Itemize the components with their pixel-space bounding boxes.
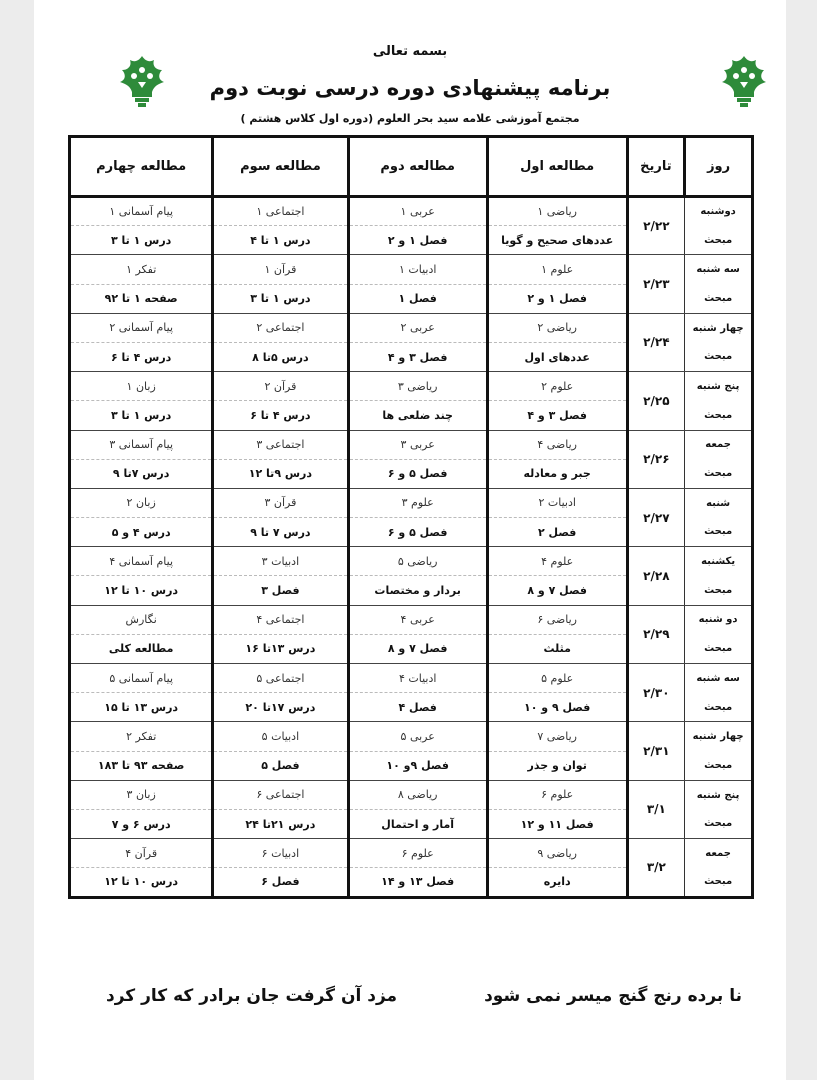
topic-detail-cell: فصل ۳ و ۴ — [348, 342, 487, 371]
subject-cell: اجتماعی ۱ — [213, 197, 348, 226]
date-cell: ۳/۱ — [627, 780, 685, 838]
date-cell: ۲/۲۷ — [627, 488, 685, 546]
topic-label-cell: مبحث — [685, 518, 753, 547]
topic-detail-cell: درس ۵تا ۸ — [213, 342, 348, 371]
topic-detail-cell: درس ۱ تا ۳ — [70, 401, 213, 430]
topic-detail-cell: فصل ۵ — [213, 751, 348, 780]
subject-cell: پیام آسمانی ۴ — [70, 547, 213, 576]
day-cell: پنج شنبه — [685, 372, 753, 401]
topic-detail-cell: عددهای اول — [487, 342, 627, 371]
date-cell: ۲/۲۸ — [627, 547, 685, 605]
topic-detail-cell: فصل ۵ و ۶ — [348, 518, 487, 547]
topic-detail-cell: فصل ۱ و ۲ — [487, 284, 627, 313]
schedule-row-subjects — [70, 372, 753, 401]
table-header-row — [70, 137, 753, 197]
subject-cell: زبان ۱ — [70, 372, 213, 401]
topic-detail-cell: جبر و معادله — [487, 459, 627, 488]
day-cell: دو شنبه — [685, 605, 753, 634]
subject-cell: پیام آسمانی ۵ — [70, 664, 213, 693]
subject-cell: ادبیات ۴ — [348, 664, 487, 693]
subject-cell: عربی ۱ — [348, 197, 487, 226]
subject-cell: ادبیات ۳ — [213, 547, 348, 576]
date-cell: ۲/۲۳ — [627, 255, 685, 313]
day-cell: شنبه — [685, 488, 753, 517]
topic-detail-cell: فصل ۹ و ۱۰ — [487, 693, 627, 722]
document-page — [34, 0, 786, 1080]
topic-label-cell: مبحث — [685, 401, 753, 430]
topic-detail-cell: صفحه ۹۳ تا ۱۸۳ — [70, 751, 213, 780]
topic-detail-cell: فصل ۶ — [213, 868, 348, 897]
topic-detail-cell: فصل ۱ و ۲ — [348, 226, 487, 255]
subject-cell: ریاضی ۵ — [348, 547, 487, 576]
topic-detail-cell: دایره — [487, 868, 627, 897]
topic-label-cell: مبحث — [685, 342, 753, 371]
header-date: تاریخ — [627, 137, 685, 197]
topic-label-cell: مبحث — [685, 693, 753, 722]
basmala-heading: بسمه تعالی — [372, 44, 448, 59]
school-subtitle: مجتمع آموزشی علامه سید بحر العلوم (دوره اول کلاس هشتم ) — [240, 112, 580, 125]
subject-cell: ریاضی ۶ — [487, 605, 627, 634]
topic-detail-cell: درس ۱۳تا ۱۶ — [213, 634, 348, 663]
topic-detail-cell: مثلث — [487, 634, 627, 663]
subject-cell: ریاضی ۹ — [487, 839, 627, 868]
subject-cell: علوم ۴ — [487, 547, 627, 576]
subject-cell: ادبیات ۲ — [487, 488, 627, 517]
schedule-row-subjects — [70, 839, 753, 868]
subject-cell: ادبیات ۱ — [348, 255, 487, 284]
topic-label-cell: مبحث — [685, 284, 753, 313]
schedule-row-subjects — [70, 313, 753, 342]
subject-cell: ریاضی ۱ — [487, 197, 627, 226]
topic-detail-cell: فصل ۴ — [348, 693, 487, 722]
date-cell: ۲/۳۰ — [627, 664, 685, 722]
topic-detail-cell: عددهای صحیح و گویا — [487, 226, 627, 255]
topic-label-cell: مبحث — [685, 634, 753, 663]
schedule-row-subjects — [70, 547, 753, 576]
schedule-row-subjects — [70, 780, 753, 809]
study-schedule-table — [68, 135, 754, 899]
day-cell: پنج شنبه — [685, 780, 753, 809]
proverb-right: نا برده رنج گنج میسر نمی شود — [484, 986, 742, 1006]
subject-cell: اجتماعی ۴ — [213, 605, 348, 634]
date-cell: ۲/۲۵ — [627, 372, 685, 430]
topic-detail-cell: چند ضلعی ها — [348, 401, 487, 430]
subject-cell: قرآن ۱ — [213, 255, 348, 284]
topic-detail-cell: فصل ۱ — [348, 284, 487, 313]
topic-detail-cell: درس ۱ تا ۴ — [213, 226, 348, 255]
topic-detail-cell: مطالعه کلی — [70, 634, 213, 663]
subject-cell: عربی ۳ — [348, 430, 487, 459]
day-cell: سه شنبه — [685, 664, 753, 693]
subject-cell: پیام آسمانی ۱ — [70, 197, 213, 226]
date-cell: ۲/۲۹ — [627, 605, 685, 663]
date-cell: ۳/۲ — [627, 839, 685, 897]
topic-detail-cell: فصل ۳ و ۴ — [487, 401, 627, 430]
proverb-left: مزد آن گرفت جان برادر که کار کرد — [106, 986, 398, 1006]
schedule-row-subjects — [70, 197, 753, 226]
subject-cell: تفکر ۱ — [70, 255, 213, 284]
subject-cell: قرآن ۳ — [213, 488, 348, 517]
topic-detail-cell: درس ۱۰ تا ۱۲ — [70, 576, 213, 605]
subject-cell: ریاضی ۳ — [348, 372, 487, 401]
topic-label-cell: مبحث — [685, 226, 753, 255]
schedule-row-subjects — [70, 664, 753, 693]
topic-detail-cell: صفحه ۱ تا ۹۲ — [70, 284, 213, 313]
day-cell: دوشنبه — [685, 197, 753, 226]
topic-detail-cell: درس ۱ تا ۳ — [213, 284, 348, 313]
subject-cell: قرآن ۴ — [70, 839, 213, 868]
topic-detail-cell: درس ۱۰ تا ۱۲ — [70, 868, 213, 897]
topic-detail-cell: درس ۴ تا ۶ — [213, 401, 348, 430]
header-day: روز — [685, 137, 753, 197]
topic-detail-cell: درس ۱ تا ۳ — [70, 226, 213, 255]
topic-detail-cell: درس ۲۱تا ۲۴ — [213, 809, 348, 838]
topic-detail-cell: درس ۶ و ۷ — [70, 809, 213, 838]
topic-detail-cell: فصل ۱۳ و ۱۴ — [348, 868, 487, 897]
subject-cell: قرآن ۲ — [213, 372, 348, 401]
subject-cell: ریاضی ۸ — [348, 780, 487, 809]
subject-cell: علوم ۳ — [348, 488, 487, 517]
subject-cell: اجتماعی ۳ — [213, 430, 348, 459]
subject-cell: عربی ۵ — [348, 722, 487, 751]
day-cell: جمعه — [685, 430, 753, 459]
day-cell: چهار شنبه — [685, 313, 753, 342]
topic-label-cell: مبحث — [685, 459, 753, 488]
subject-cell: علوم ۶ — [487, 780, 627, 809]
topic-detail-cell: درس ۱۷تا ۲۰ — [213, 693, 348, 722]
subject-cell: ریاضی ۴ — [487, 430, 627, 459]
header-study-3: مطالعه سوم — [213, 137, 348, 197]
page-title: برنامه پیشنهادی دوره درسی نوبت دوم — [209, 76, 611, 100]
topic-detail-cell: درس ۱۳ تا ۱۵ — [70, 693, 213, 722]
topic-detail-cell: آمار و احتمال — [348, 809, 487, 838]
topic-label-cell: مبحث — [685, 751, 753, 780]
header-study-2: مطالعه دوم — [348, 137, 487, 197]
topic-detail-cell: فصل ۲ — [487, 518, 627, 547]
topic-detail-cell: فصل ۷ و ۸ — [348, 634, 487, 663]
subject-cell: پیام آسمانی ۳ — [70, 430, 213, 459]
date-cell: ۲/۲۴ — [627, 313, 685, 371]
schedule-row-subjects — [70, 722, 753, 751]
subject-cell: ریاضی ۷ — [487, 722, 627, 751]
schedule-row-subjects — [70, 255, 753, 284]
subject-cell: پیام آسمانی ۲ — [70, 313, 213, 342]
topic-detail-cell: فصل ۹و ۱۰ — [348, 751, 487, 780]
subject-cell: اجتماعی ۲ — [213, 313, 348, 342]
subject-cell: علوم ۵ — [487, 664, 627, 693]
date-cell: ۲/۳۱ — [627, 722, 685, 780]
subject-cell: علوم ۱ — [487, 255, 627, 284]
schedule-row-subjects — [70, 605, 753, 634]
day-cell: جمعه — [685, 839, 753, 868]
date-cell: ۲/۲۶ — [627, 430, 685, 488]
topic-label-cell: مبحث — [685, 809, 753, 838]
subject-cell: زبان ۳ — [70, 780, 213, 809]
topic-detail-cell: درس ۷ تا ۹ — [213, 518, 348, 547]
subject-cell: علوم ۲ — [487, 372, 627, 401]
topic-detail-cell: فصل ۵ و ۶ — [348, 459, 487, 488]
topic-label-cell: مبحث — [685, 868, 753, 897]
topic-detail-cell: درس ۹تا ۱۲ — [213, 459, 348, 488]
subject-cell: نگارش — [70, 605, 213, 634]
topic-detail-cell: درس ۷تا ۹ — [70, 459, 213, 488]
topic-detail-cell: فصل ۳ — [213, 576, 348, 605]
day-cell: سه شنبه — [685, 255, 753, 284]
subject-cell: ادبیات ۵ — [213, 722, 348, 751]
topic-detail-cell: توان و جذر — [487, 751, 627, 780]
date-cell: ۲/۲۲ — [627, 197, 685, 255]
subject-cell: ریاضی ۲ — [487, 313, 627, 342]
topic-detail-cell: فصل ۱۱ و ۱۲ — [487, 809, 627, 838]
subject-cell: تفکر ۲ — [70, 722, 213, 751]
topic-label-cell: مبحث — [685, 576, 753, 605]
header-study-1: مطالعه اول — [487, 137, 627, 197]
day-cell: چهار شنبه — [685, 722, 753, 751]
header-study-4: مطالعه چهارم — [70, 137, 213, 197]
subject-cell: ادبیات ۶ — [213, 839, 348, 868]
topic-detail-cell: درس ۴ تا ۶ — [70, 342, 213, 371]
topic-detail-cell: بردار و مختصات — [348, 576, 487, 605]
day-cell: یکشنبه — [685, 547, 753, 576]
subject-cell: عربی ۴ — [348, 605, 487, 634]
subject-cell: علوم ۶ — [348, 839, 487, 868]
subject-cell: اجتماعی ۵ — [213, 664, 348, 693]
topic-detail-cell: درس ۴ و ۵ — [70, 518, 213, 547]
schedule-row-subjects — [70, 430, 753, 459]
subject-cell: اجتماعی ۶ — [213, 780, 348, 809]
subject-cell: زبان ۲ — [70, 488, 213, 517]
subject-cell: عربی ۲ — [348, 313, 487, 342]
schedule-row-subjects — [70, 488, 753, 517]
topic-detail-cell: فصل ۷ و ۸ — [487, 576, 627, 605]
